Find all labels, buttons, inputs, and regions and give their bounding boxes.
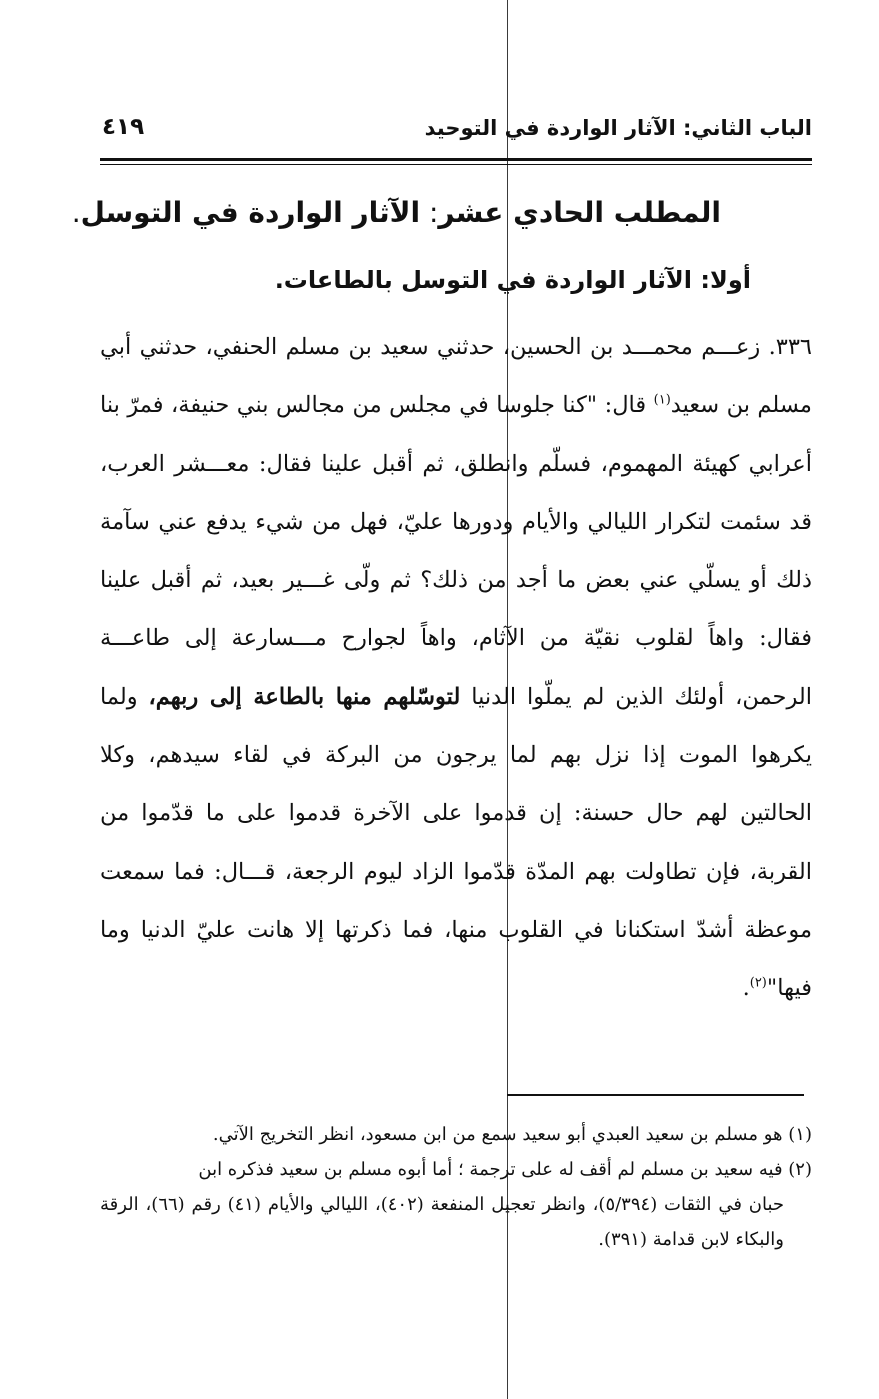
chapter-title: الباب الثاني: الآثار الواردة في التوحيد xyxy=(424,116,812,140)
narration-text-part3: ولما يكرهوا الموت إذا نزل بهم لما يرجون من البركة في لقاء سيدهم، وكلا الحالتين لهم حال حسنة: إن قدموا على الآخرة قدموا على ما قدّموا من القربة، فإن تطاولت بهم المدّة قدّموا الزاد ليوم الرجعة، قـــال: فما سمعت موعظة أشدّ استكنانا في القلوب منها، فما ذكرتها إلا هانت عليّ الدنيا وما فيها" xyxy=(100,683,812,1002)
section-title-end: . xyxy=(71,196,81,229)
narration-text-part1: ٣٣٦. زعـــم محمـــد بن الحسين، حدثني سعيد بن مسلم الحنفي، حدثني أبي مسلم بن سعيد xyxy=(100,334,812,419)
footnote-ref-1[interactable]: (١) xyxy=(653,392,671,408)
emphasized-phrase: لتوسّلهم منها بالطاعة إلى ربهم، xyxy=(148,683,461,710)
footnote-1: (١) هو مسلم بن سعيد العبدي أبو سعيد سمع من ابن مسعود، انظر التخريج الآتي. xyxy=(212,1124,812,1145)
section-title-part2: الآثار الواردة في التوسل xyxy=(80,196,421,229)
header-rule xyxy=(100,158,812,161)
subsection-title: أولا: الآثار الواردة في التوسل بالطاعات. xyxy=(274,266,751,294)
footnotes xyxy=(100,1117,812,1257)
footnote-ref-2[interactable]: (٢) xyxy=(749,975,767,991)
footnote-2-line1: (٢) فيه سعيد بن مسلم لم أقف له على ترجمة ؛ أما أبوه مسلم بن سعيد فذكره ابن xyxy=(198,1159,812,1180)
section-title-part1: المطلب الحادي عشر xyxy=(438,196,721,229)
footnote-2 xyxy=(100,1152,812,1257)
page-number: ٤١٩ xyxy=(102,114,145,140)
section-title-separator: : xyxy=(420,196,439,229)
section-title xyxy=(72,196,721,229)
narration-text-part2: قال: "كنا جلوسا في مجلس من مجالس بني حنيفة، فمرّ بنا أعرابي كهيئة المهموم، فسلّم وانطلق، ثم أقبل علينا فقال: معـــشر العرب، قد سئمت لتكرار الليالي والأيام ودورها عليّ، فهل من شيء يدفع عني سآمة ذلك أو يسلّي عني بعض ما أجد من ذلك؟ ثم ولّى غـــير بعيد، ثم أقبل علينا فقال: واهاً لقلوب نقيّة من الآثام، واهاً لجوارح مـــسارعة إلى طاعـــة الرحمن، أولئك الذين لم يملّوا الدنيا xyxy=(100,392,812,710)
narration-paragraph xyxy=(100,318,812,1018)
running-header xyxy=(100,112,812,152)
footnote-2-continuation: حبان في الثقات (٥/٣٩٤)، وانظر تعجيل المنفعة (٤٠٢)، الليالي والأيام (٤١) رقم (٦٦)، الرقة والبكاء لابن قدامة (٣٩١). xyxy=(100,1194,785,1250)
header-rule-thin xyxy=(100,164,812,165)
narration-text-end: . xyxy=(742,975,750,1002)
footnote-separator xyxy=(507,1094,804,1096)
